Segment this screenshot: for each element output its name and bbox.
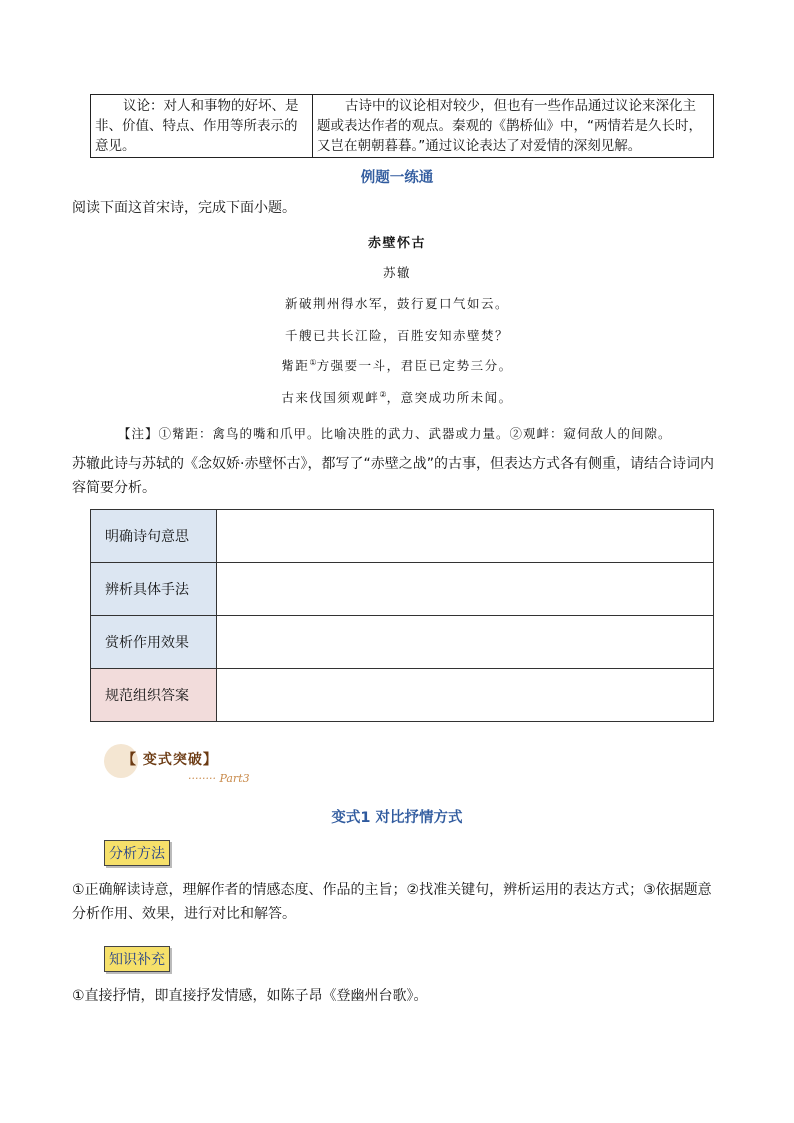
poem-line-4: 古来伐国须观衅②，意突成功所未闻。 xyxy=(281,389,513,405)
comparison-table xyxy=(90,94,714,158)
analysis-row-answer[interactable] xyxy=(217,563,714,616)
part-badge-label: 【 变式突破】 xyxy=(122,752,218,768)
comparison-left-cell: 议论：对人和事物的好坏、是非、价值、特点、作用等所表示的意见。 xyxy=(91,95,313,157)
variant-title: 变式1 对比抒情方式 xyxy=(331,810,463,826)
analysis-row xyxy=(91,510,714,563)
analysis-table xyxy=(90,509,714,722)
method-text: ①正确解读诗意，理解作者的情感态度、作品的主旨；②找准关键句，辨析运用的表达方式；③依据题意分析作用、效果，进行对比和解答。 xyxy=(72,882,712,922)
analysis-row xyxy=(91,669,714,722)
analysis-row xyxy=(91,616,714,669)
analysis-row-label: 辨析具体手法 xyxy=(91,563,217,616)
analysis-row-answer[interactable] xyxy=(217,616,714,669)
section-title: 例题一练通 xyxy=(360,170,434,186)
poem-line-3: 觜距①方强要一斗，君臣已定势三分。 xyxy=(281,357,513,373)
analysis-row-label: 明确诗句意思 xyxy=(91,510,217,563)
poem-note: 【注】①觜距：禽鸟的嘴和爪甲。比喻决胜的武力、武器或力量。②观衅：窥伺敌人的间隙。 xyxy=(118,426,672,441)
knowledge-text: ①直接抒情，即直接抒发情感，如陈子昂《登幽州台歌》。 xyxy=(72,988,428,1004)
poem-title: 赤壁怀古 xyxy=(367,236,426,251)
knowledge-tag: 知识补充 xyxy=(104,946,170,972)
poem-line-2: 千艘已共长江险，百胜安知赤壁焚？ xyxy=(284,328,509,343)
analysis-row-label: 赏析作用效果 xyxy=(91,616,217,669)
analysis-row-answer[interactable] xyxy=(217,510,714,563)
question-text: 苏辙此诗与苏轼的《念奴娇·赤壁怀古》，都写了“赤壁之战”的古事，但表达方式各有侧重，请结合诗词内容简要分析。 xyxy=(72,456,714,496)
footnote-mark-2: ② xyxy=(379,389,387,399)
poem-author: 苏辙 xyxy=(382,265,411,280)
footnote-mark-1: ① xyxy=(309,357,317,367)
analysis-row-answer[interactable] xyxy=(217,669,714,722)
analysis-row-label: 规范组织答案 xyxy=(91,669,217,722)
part-badge-subtitle: ········ Part3 xyxy=(188,772,250,785)
method-tag: 分析方法 xyxy=(104,840,170,866)
poem-line-1: 新破荆州得水军，鼓行夏口气如云。 xyxy=(284,296,509,311)
instruction-text: 阅读下面这首宋诗，完成下面小题。 xyxy=(72,200,296,216)
analysis-row xyxy=(91,563,714,616)
comparison-right-cell: 古诗中的议论相对较少，但也有一些作品通过议论来深化主题或表达作者的观点。秦观的《鹊桥仙》中，“两情若是久长时，又岂在朝朝暮暮。”通过议论表达了对爱情的深刻见解。 xyxy=(317,98,702,154)
